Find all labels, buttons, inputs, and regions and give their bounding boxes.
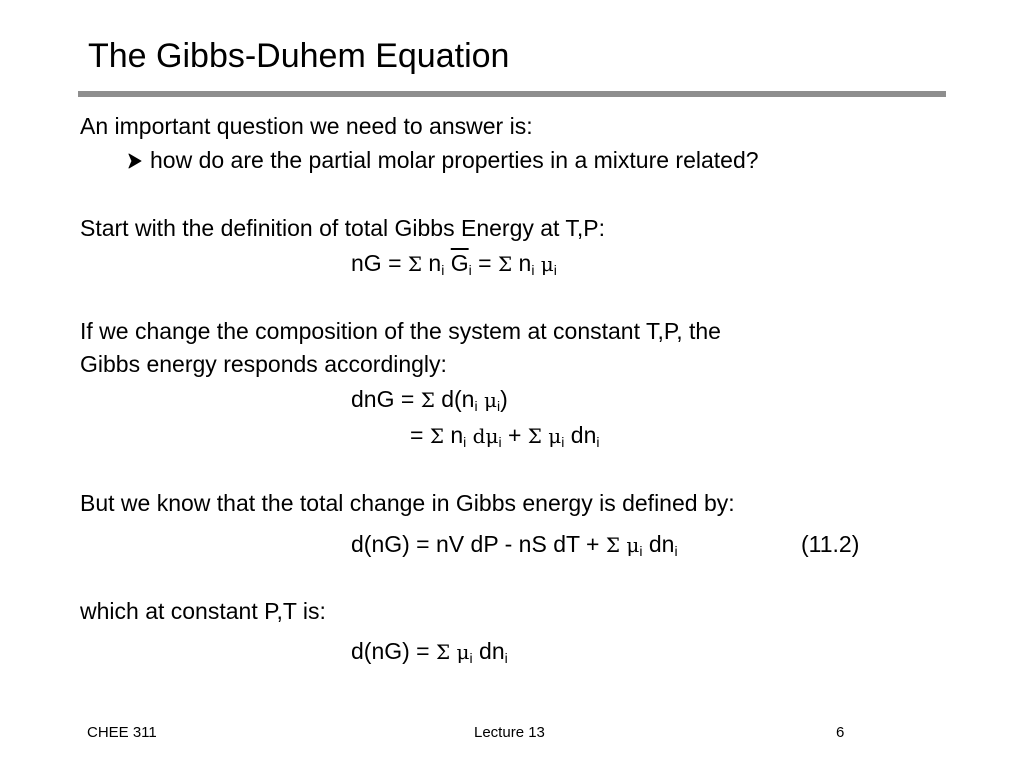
eq1-sub: i xyxy=(531,262,535,278)
mu-symbol: μ xyxy=(477,388,497,412)
mu-symbol: μ xyxy=(541,424,562,448)
eq3-sub: i xyxy=(463,434,467,450)
eq4-sub: i xyxy=(639,543,643,559)
sigma-symbol: Σ xyxy=(527,424,542,448)
change-text-2: Gibbs energy responds accordingly: xyxy=(80,351,447,377)
equation-reference: (11.2) xyxy=(801,531,860,557)
bullet-item xyxy=(128,145,759,177)
equation-fundamental xyxy=(351,529,678,560)
eq2-sub: i xyxy=(496,398,501,414)
eq4-sub: i xyxy=(674,543,678,559)
which-text: which at constant P,T is: xyxy=(80,598,326,624)
eq2-lhs: dnG = xyxy=(351,386,421,412)
mu-symbol: μ xyxy=(450,640,470,664)
dmu-term: dμ xyxy=(466,424,499,448)
eq3-lhs: = xyxy=(410,422,430,448)
title-underline xyxy=(78,91,946,97)
arrowhead-bullet-icon xyxy=(128,147,142,177)
eq1-n: n xyxy=(512,250,532,276)
sigma-symbol: Σ xyxy=(436,640,451,664)
eq2-term: d(n xyxy=(434,386,475,412)
sigma-symbol: Σ xyxy=(497,252,513,276)
mu-symbol: μ xyxy=(534,252,554,276)
intro-text: An important question we need to answer is: xyxy=(80,113,533,139)
eq5-dn: dn xyxy=(472,638,505,664)
eq3-sub: i xyxy=(596,434,600,450)
footer-page-number: 6 xyxy=(836,724,845,741)
eq5-sub: i xyxy=(504,650,508,666)
sigma-symbol: Σ xyxy=(420,388,435,412)
change-text-1: If we change the composition of the system at constant T,P, the xyxy=(80,318,721,344)
partial-molar-gibbs: $\overline{G}$ xyxy=(450,250,469,276)
footer-lecture: Lecture 13 xyxy=(474,724,545,741)
eq3-n: n xyxy=(443,422,464,448)
eq1-equals: = xyxy=(471,250,498,276)
eq3-sub: i xyxy=(561,434,565,450)
but-text: But we know that the total change in Gibbs energy is defined by: xyxy=(80,490,735,516)
eq4-lhs: d(nG) = nV dP - nS dT + xyxy=(351,531,606,557)
sigma-symbol: Σ xyxy=(407,252,423,276)
eq1-sub: i xyxy=(441,262,445,278)
slide-title: The Gibbs-Duhem Equation xyxy=(88,37,510,75)
eq1-lhs: nG = xyxy=(351,250,408,276)
eq1-sub: i xyxy=(553,262,557,278)
mu-symbol: μ xyxy=(619,533,640,557)
sigma-symbol: Σ xyxy=(605,533,620,557)
footer-course: CHEE 311 xyxy=(87,724,157,741)
eq5-lhs: d(nG) = xyxy=(351,638,437,664)
equation-dnG-expanded xyxy=(410,420,600,451)
eq2-close: ) xyxy=(500,386,508,412)
bullet-text: how do are the partial molar properties in a mixture related? xyxy=(150,147,759,173)
eq1-n: n xyxy=(422,250,442,276)
equation-dnG xyxy=(351,384,508,415)
equation-total-gibbs xyxy=(351,248,557,279)
eq3-plus: + xyxy=(501,422,528,448)
equation-constant-PT xyxy=(351,636,508,667)
sigma-symbol: Σ xyxy=(429,424,444,448)
eq2-sub: i xyxy=(474,398,478,414)
eq1-sub: i xyxy=(468,262,472,278)
start-text: Start with the definition of total Gibbs Energy at T,P: xyxy=(80,215,606,241)
eq4-dn: dn xyxy=(642,531,675,557)
eq3-sub: i xyxy=(498,434,502,450)
eq5-sub: i xyxy=(469,650,473,666)
eq3-dn: dn xyxy=(564,422,597,448)
